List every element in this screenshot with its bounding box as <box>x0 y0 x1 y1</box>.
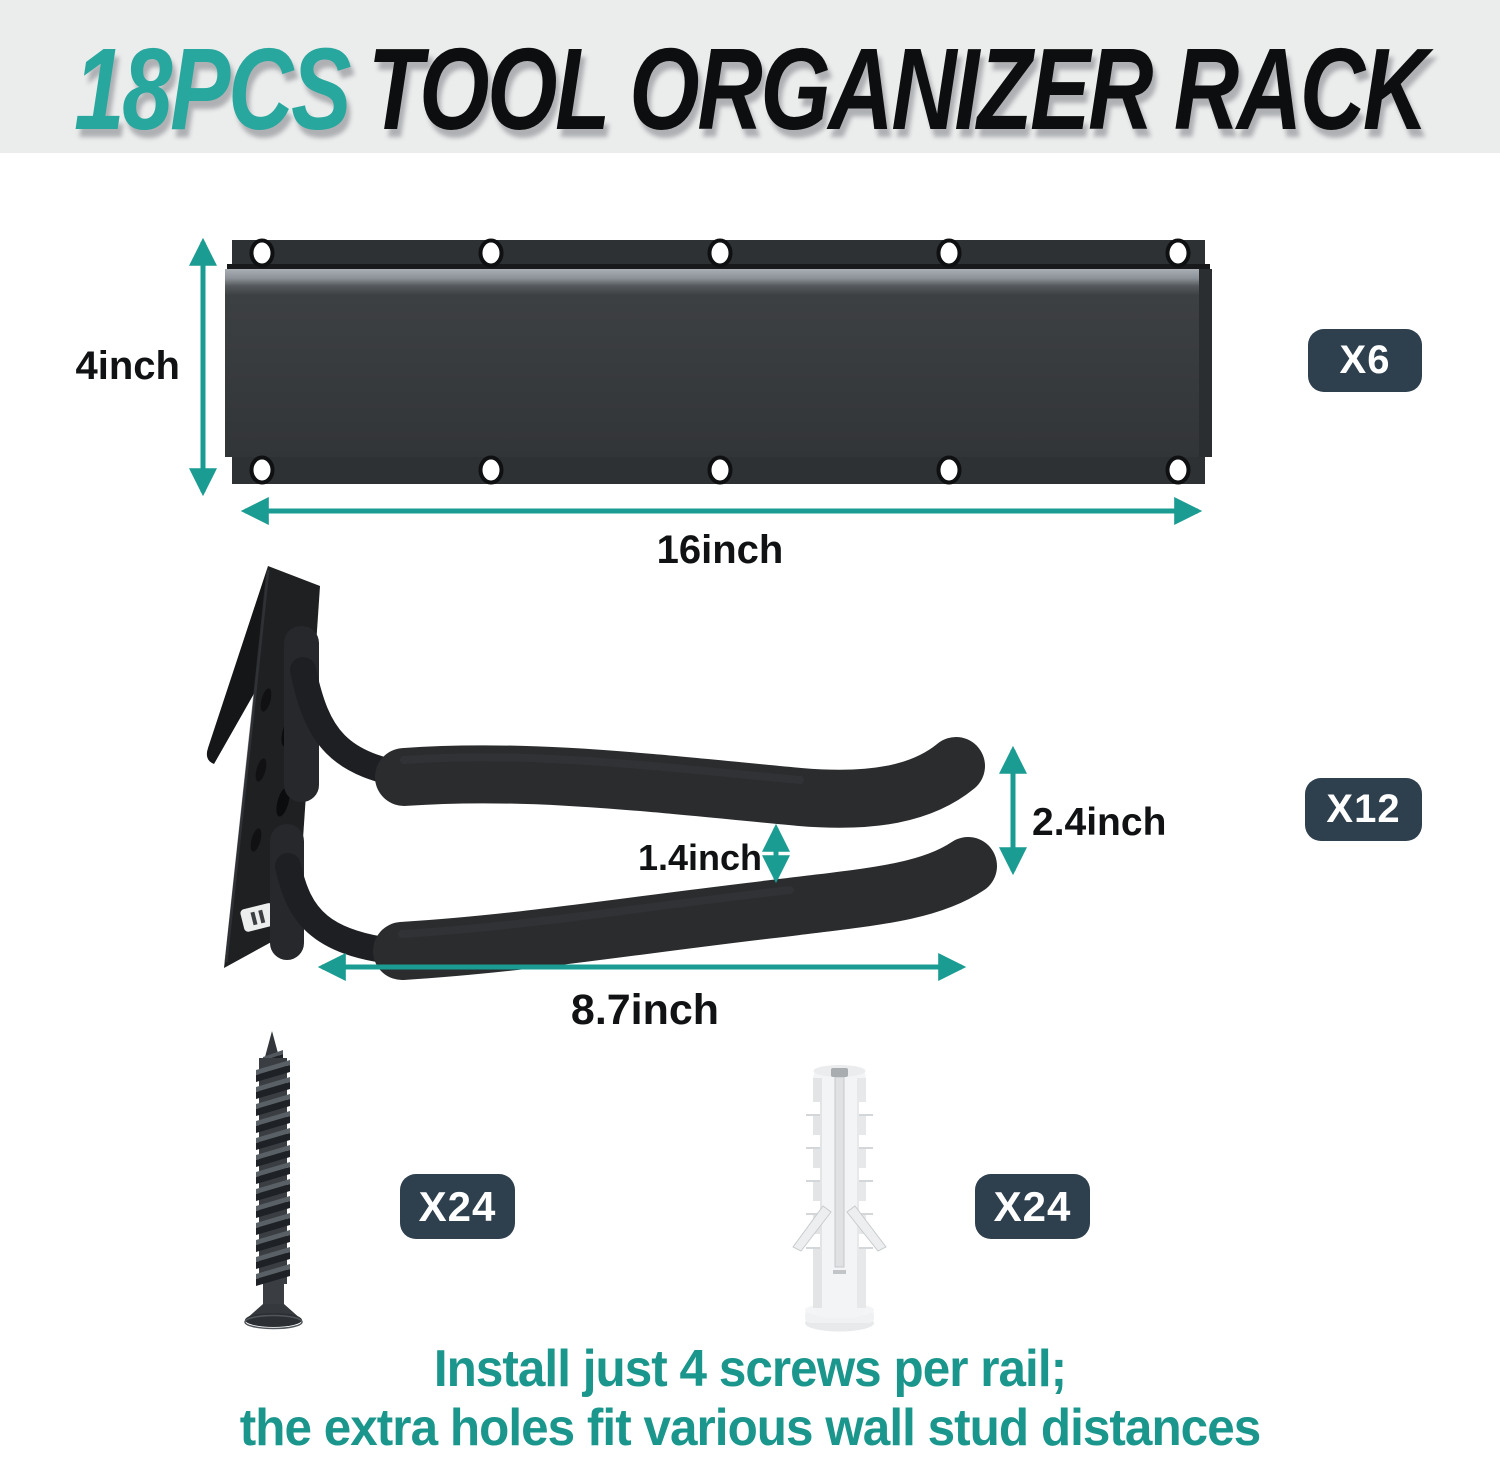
screw-graphic <box>245 1031 302 1329</box>
hook-length-label: 8.7inch <box>570 986 720 1034</box>
hook-graphic <box>207 566 968 968</box>
screw-quantity-badge: X24 <box>400 1174 515 1239</box>
rail-height-label: 4inch <box>75 344 180 388</box>
anchor-quantity-badge: X24 <box>975 1174 1090 1239</box>
prong-height-label: 2.4inch <box>1032 801 1167 844</box>
install-note <box>38 1340 1463 1458</box>
title-text: TOOL ORGANIZER RACK <box>367 24 1426 154</box>
title-count-label: 18PCS <box>74 24 350 154</box>
rail-width-label: 16inch <box>656 528 784 572</box>
install-note-line2: the extra holes fit various wall stud distances <box>239 1399 1261 1457</box>
install-note-line1: Install just 4 screws per rail; <box>433 1340 1067 1398</box>
hook-quantity-badge: X12 <box>1305 778 1422 841</box>
rail-graphic <box>225 240 1212 484</box>
rail-quantity-badge: X6 <box>1308 329 1422 392</box>
prong-gap-label: 1.4inch <box>637 837 762 878</box>
anchor-graphic <box>793 1065 886 1332</box>
